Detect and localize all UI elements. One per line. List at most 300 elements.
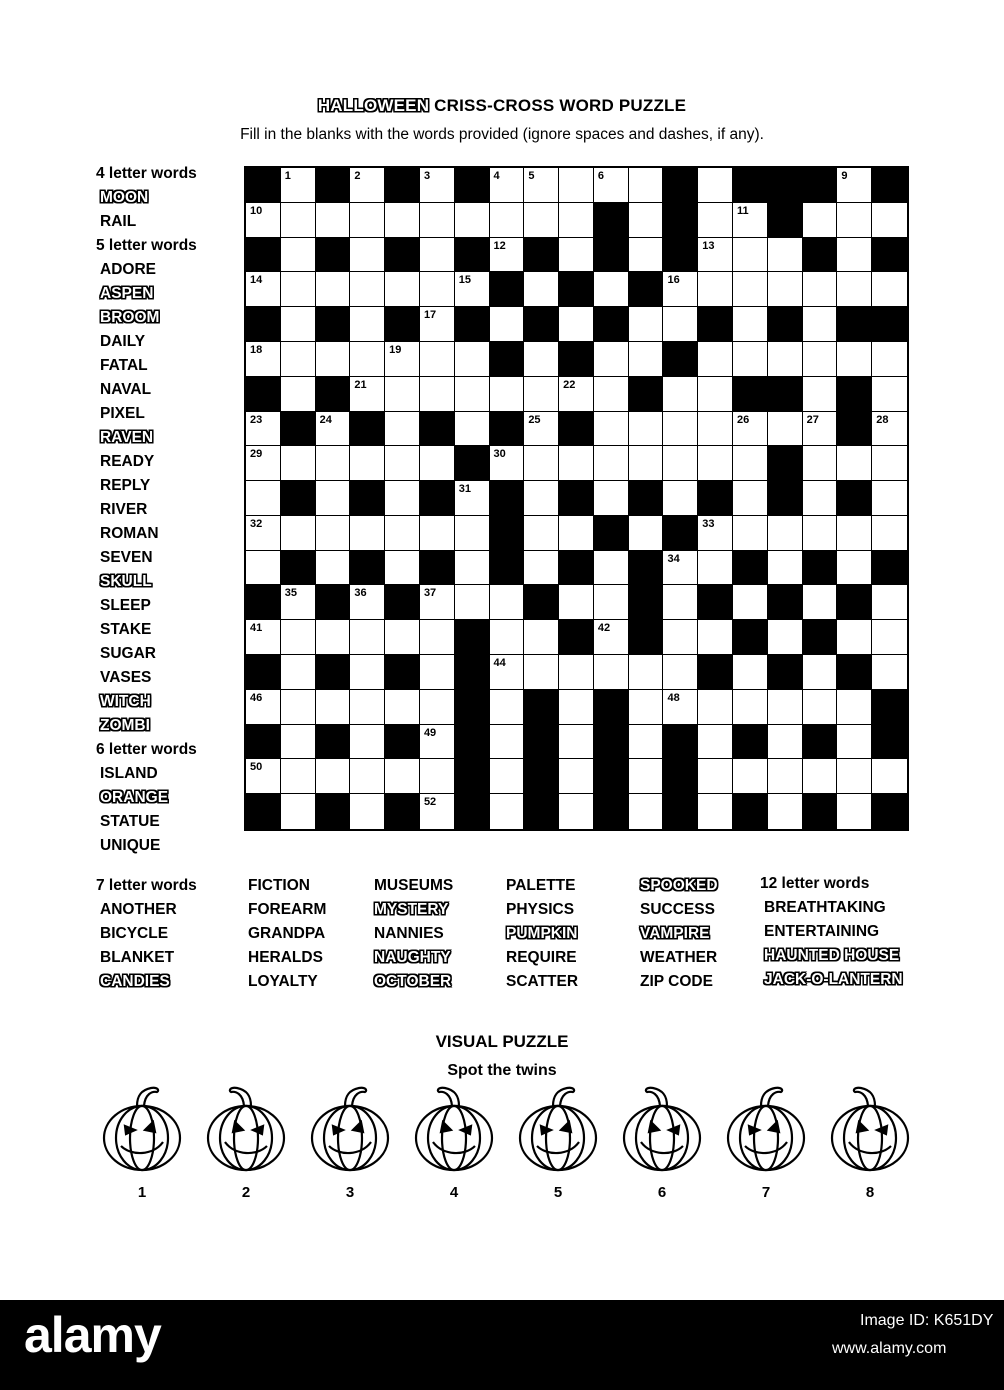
grid-cell[interactable] [594, 620, 629, 655]
grid-cell[interactable] [420, 168, 455, 203]
grid-cell[interactable] [420, 446, 455, 481]
grid-block [594, 238, 629, 273]
grid-cell[interactable] [768, 690, 803, 725]
grid-cell[interactable] [246, 412, 281, 447]
grid-cell[interactable] [768, 551, 803, 586]
grid-cell[interactable] [768, 238, 803, 273]
word-list-item: ANOTHER [100, 901, 177, 918]
grid-cell[interactable] [629, 725, 664, 760]
word-list-item: SCATTER [506, 973, 579, 990]
grid-cell[interactable] [316, 412, 351, 447]
grid-cell[interactable] [385, 516, 420, 551]
grid-cell[interactable] [803, 307, 838, 342]
grid-block [733, 377, 768, 412]
grid-cell[interactable] [803, 655, 838, 690]
clue-number: 49 [423, 726, 437, 739]
grid-cell[interactable] [803, 412, 838, 447]
grid-cell[interactable] [872, 377, 907, 412]
grid-cell[interactable] [350, 377, 385, 412]
word-list-item: FOREARM [248, 901, 327, 918]
grid-cell[interactable] [733, 307, 768, 342]
grid-cell[interactable] [455, 551, 490, 586]
grid-cell[interactable] [420, 725, 455, 760]
grid-cell[interactable] [455, 272, 490, 307]
grid-cell[interactable] [629, 307, 664, 342]
grid-cell[interactable] [733, 585, 768, 620]
grid-cell[interactable] [316, 203, 351, 238]
grid-cell[interactable] [490, 690, 525, 725]
grid-cell[interactable] [594, 551, 629, 586]
grid-cell[interactable] [663, 412, 698, 447]
pumpkin-6[interactable] [617, 1082, 707, 1172]
grid-cell[interactable] [872, 516, 907, 551]
grid-cell[interactable] [837, 725, 872, 760]
grid-cell[interactable] [803, 759, 838, 794]
grid-cell[interactable] [524, 655, 559, 690]
grid-cell[interactable] [455, 342, 490, 377]
grid-cell[interactable] [455, 412, 490, 447]
grid-cell[interactable] [594, 168, 629, 203]
grid-cell[interactable] [385, 377, 420, 412]
grid-cell[interactable] [420, 203, 455, 238]
grid-cell[interactable] [872, 655, 907, 690]
grid-block [316, 725, 351, 760]
grid-cell[interactable] [803, 272, 838, 307]
grid-cell[interactable] [350, 759, 385, 794]
grid-cell[interactable] [350, 794, 385, 829]
grid-block [385, 238, 420, 273]
grid-cell[interactable] [281, 203, 316, 238]
grid-cell[interactable] [524, 377, 559, 412]
grid-cell[interactable] [559, 203, 594, 238]
grid-cell[interactable] [559, 690, 594, 725]
seven-letter-column [96, 898, 177, 994]
grid-cell[interactable] [455, 481, 490, 516]
grid-block [803, 238, 838, 273]
seven-letter-column [370, 874, 453, 994]
grid-cell[interactable] [350, 516, 385, 551]
grid-cell[interactable] [698, 516, 733, 551]
grid-cell[interactable] [246, 481, 281, 516]
grid-cell[interactable] [316, 690, 351, 725]
grid-block [768, 203, 803, 238]
grid-cell[interactable] [663, 446, 698, 481]
grid-cell[interactable] [594, 342, 629, 377]
grid-cell[interactable] [733, 203, 768, 238]
grid-cell[interactable] [733, 342, 768, 377]
grid-cell[interactable] [872, 620, 907, 655]
grid-cell[interactable] [385, 690, 420, 725]
grid-cell[interactable] [385, 272, 420, 307]
grid-cell[interactable] [246, 342, 281, 377]
grid-cell[interactable] [350, 342, 385, 377]
grid-cell[interactable] [316, 446, 351, 481]
grid-cell[interactable] [629, 203, 664, 238]
grid-cell[interactable] [281, 238, 316, 273]
grid-cell[interactable] [524, 481, 559, 516]
grid-cell[interactable] [455, 585, 490, 620]
grid-cell[interactable] [559, 585, 594, 620]
grid-cell[interactable] [316, 516, 351, 551]
grid-cell[interactable] [281, 759, 316, 794]
grid-cell[interactable] [768, 272, 803, 307]
grid-cell[interactable] [698, 690, 733, 725]
pumpkin-5[interactable] [513, 1082, 603, 1172]
grid-cell[interactable] [663, 377, 698, 412]
grid-cell[interactable] [246, 690, 281, 725]
grid-cell[interactable] [559, 655, 594, 690]
grid-cell[interactable] [350, 307, 385, 342]
grid-block [594, 203, 629, 238]
grid-cell[interactable] [768, 794, 803, 829]
grid-cell[interactable] [385, 620, 420, 655]
seven-letter-column [502, 874, 578, 994]
grid-cell[interactable] [698, 203, 733, 238]
grid-cell[interactable] [246, 446, 281, 481]
pumpkin-4[interactable] [409, 1082, 499, 1172]
grid-cell[interactable] [594, 481, 629, 516]
word-group-heading: 4 letter words [96, 165, 197, 182]
grid-cell[interactable] [733, 481, 768, 516]
grid-cell[interactable] [594, 585, 629, 620]
grid-cell[interactable] [629, 794, 664, 829]
grid-cell[interactable] [768, 516, 803, 551]
grid-block [629, 272, 664, 307]
grid-cell[interactable] [281, 446, 316, 481]
grid-cell[interactable] [837, 238, 872, 273]
grid-cell[interactable] [420, 759, 455, 794]
grid-cell[interactable] [803, 342, 838, 377]
grid-cell[interactable] [350, 168, 385, 203]
grid-cell[interactable] [420, 690, 455, 725]
grid-cell[interactable] [733, 238, 768, 273]
grid-cell[interactable] [490, 238, 525, 273]
footer-url[interactable]: www.alamy.com [832, 1340, 947, 1357]
grid-block [733, 725, 768, 760]
grid-cell[interactable] [490, 168, 525, 203]
grid-cell[interactable] [350, 620, 385, 655]
grid-cell[interactable] [872, 412, 907, 447]
grid-cell[interactable] [420, 585, 455, 620]
grid-cell[interactable] [316, 481, 351, 516]
grid-block [872, 307, 907, 342]
grid-block [455, 725, 490, 760]
grid-cell[interactable] [837, 551, 872, 586]
grid-cell[interactable] [490, 759, 525, 794]
grid-cell[interactable] [837, 794, 872, 829]
grid-cell[interactable] [490, 725, 525, 760]
grid-cell[interactable] [803, 446, 838, 481]
grid-cell[interactable] [698, 342, 733, 377]
grid-cell[interactable] [246, 759, 281, 794]
grid-cell[interactable] [837, 168, 872, 203]
grid-cell[interactable] [524, 620, 559, 655]
grid-cell[interactable] [837, 516, 872, 551]
grid-cell[interactable] [316, 620, 351, 655]
grid-cell[interactable] [490, 377, 525, 412]
grid-cell[interactable] [385, 759, 420, 794]
grid-cell[interactable] [559, 307, 594, 342]
grid-cell[interactable] [559, 377, 594, 412]
grid-cell[interactable] [629, 446, 664, 481]
grid-cell[interactable] [803, 203, 838, 238]
grid-cell[interactable] [803, 690, 838, 725]
pumpkin-1[interactable] [97, 1082, 187, 1172]
grid-cell[interactable] [490, 655, 525, 690]
grid-cell[interactable] [872, 446, 907, 481]
grid-cell[interactable] [629, 759, 664, 794]
pumpkin-2[interactable] [201, 1082, 291, 1172]
grid-cell[interactable] [733, 690, 768, 725]
grid-cell[interactable] [281, 272, 316, 307]
clue-number: 26 [737, 413, 750, 426]
word-list-item: REQUIRE [506, 949, 577, 966]
grid-cell[interactable] [803, 481, 838, 516]
grid-cell[interactable] [594, 377, 629, 412]
grid-cell[interactable] [281, 794, 316, 829]
grid-cell[interactable] [385, 551, 420, 586]
grid-cell[interactable] [733, 272, 768, 307]
grid-cell[interactable] [837, 203, 872, 238]
grid-cell[interactable] [594, 272, 629, 307]
grid-cell[interactable] [420, 272, 455, 307]
grid-cell[interactable] [837, 342, 872, 377]
word-group-heading: 6 letter words [96, 741, 197, 758]
grid-cell[interactable] [698, 377, 733, 412]
word-group-heading: 5 letter words [96, 237, 197, 254]
grid-cell[interactable] [420, 620, 455, 655]
grid-cell[interactable] [663, 551, 698, 586]
grid-cell[interactable] [594, 655, 629, 690]
grid-cell[interactable] [768, 620, 803, 655]
grid-cell[interactable] [629, 342, 664, 377]
grid-cell[interactable] [803, 516, 838, 551]
grid-cell[interactable] [872, 272, 907, 307]
grid-cell[interactable] [524, 551, 559, 586]
pumpkin-label: 6 [657, 1184, 667, 1201]
grid-block [594, 516, 629, 551]
grid-cell[interactable] [246, 203, 281, 238]
grid-cell[interactable] [420, 307, 455, 342]
grid-cell[interactable] [698, 759, 733, 794]
word-list-item: PIXEL [100, 405, 145, 422]
grid-cell[interactable] [385, 342, 420, 377]
grid-cell[interactable] [281, 342, 316, 377]
grid-cell[interactable] [350, 725, 385, 760]
grid-cell[interactable] [490, 203, 525, 238]
grid-cell[interactable] [803, 377, 838, 412]
grid-cell[interactable] [455, 203, 490, 238]
grid-cell[interactable] [246, 620, 281, 655]
grid-cell[interactable] [837, 759, 872, 794]
grid-cell[interactable] [698, 620, 733, 655]
grid-cell[interactable] [281, 585, 316, 620]
twelve-letter-words [760, 872, 903, 992]
image-id-text: Image ID: K651DY [860, 1312, 994, 1329]
grid-cell[interactable] [663, 585, 698, 620]
brand-logo: alamy [24, 1307, 161, 1363]
grid-cell[interactable] [698, 168, 733, 203]
grid-cell[interactable] [872, 481, 907, 516]
grid-cell[interactable] [663, 481, 698, 516]
grid-block [455, 759, 490, 794]
grid-cell[interactable] [350, 446, 385, 481]
grid-cell[interactable] [316, 551, 351, 586]
grid-cell[interactable] [420, 342, 455, 377]
grid-cell[interactable] [559, 725, 594, 760]
grid-cell[interactable] [698, 551, 733, 586]
grid-cell[interactable] [490, 307, 525, 342]
grid-cell[interactable] [733, 759, 768, 794]
word-list-item: SPOOKED [640, 877, 718, 894]
grid-cell[interactable] [524, 272, 559, 307]
grid-cell[interactable] [420, 655, 455, 690]
grid-cell[interactable] [316, 342, 351, 377]
grid-cell[interactable] [246, 551, 281, 586]
grid-cell[interactable] [698, 412, 733, 447]
grid-cell[interactable] [663, 620, 698, 655]
grid-cell[interactable] [420, 794, 455, 829]
grid-cell[interactable] [559, 446, 594, 481]
grid-cell[interactable] [350, 655, 385, 690]
word-list-item: BLANKET [100, 949, 175, 966]
grid-cell[interactable] [455, 377, 490, 412]
clue-number: 44 [493, 657, 506, 670]
grid-cell[interactable] [490, 446, 525, 481]
word-list-item: PHYSICS [506, 901, 575, 918]
grid-cell[interactable] [281, 690, 316, 725]
pumpkin-icon [305, 1082, 395, 1172]
pumpkin-label: 4 [449, 1184, 459, 1201]
grid-cell[interactable] [246, 272, 281, 307]
grid-cell[interactable] [698, 272, 733, 307]
grid-cell[interactable] [768, 412, 803, 447]
grid-cell[interactable] [281, 307, 316, 342]
grid-cell[interactable] [594, 412, 629, 447]
grid-cell[interactable] [559, 516, 594, 551]
grid-cell[interactable] [316, 759, 351, 794]
grid-cell[interactable] [281, 377, 316, 412]
grid-cell[interactable] [837, 446, 872, 481]
grid-cell[interactable] [246, 516, 281, 551]
grid-cell[interactable] [385, 203, 420, 238]
grid-cell[interactable] [524, 168, 559, 203]
grid-cell[interactable] [420, 377, 455, 412]
clue-number: 18 [250, 343, 263, 356]
grid-cell[interactable] [733, 516, 768, 551]
grid-cell[interactable] [803, 585, 838, 620]
grid-cell[interactable] [663, 655, 698, 690]
grid-cell[interactable] [872, 759, 907, 794]
grid-cell[interactable] [872, 342, 907, 377]
grid-cell[interactable] [385, 412, 420, 447]
grid-cell[interactable] [663, 690, 698, 725]
grid-cell[interactable] [420, 516, 455, 551]
grid-cell[interactable] [316, 272, 351, 307]
grid-cell[interactable] [698, 238, 733, 273]
grid-cell[interactable] [629, 690, 664, 725]
word-list-item: HAUNTED HOUSE [764, 947, 900, 964]
grid-cell[interactable] [837, 620, 872, 655]
grid-cell[interactable] [629, 516, 664, 551]
grid-cell[interactable] [524, 516, 559, 551]
clue-number: 38 [632, 587, 645, 600]
grid-cell[interactable] [420, 238, 455, 273]
grid-cell[interactable] [350, 585, 385, 620]
grid-block [455, 655, 490, 690]
clue-number: 43 [737, 622, 750, 635]
pumpkin-8[interactable] [825, 1082, 915, 1172]
grid-block [837, 307, 872, 342]
grid-cell[interactable] [281, 620, 316, 655]
grid-cell[interactable] [559, 759, 594, 794]
grid-cell[interactable] [698, 725, 733, 760]
grid-cell[interactable] [594, 446, 629, 481]
grid-block [629, 585, 664, 620]
grid-cell[interactable] [281, 168, 316, 203]
grid-cell[interactable] [629, 238, 664, 273]
grid-cell[interactable] [629, 412, 664, 447]
puzzle-title [0, 96, 1004, 116]
grid-cell[interactable] [837, 272, 872, 307]
pumpkin-7[interactable] [721, 1082, 811, 1172]
grid-cell[interactable] [698, 446, 733, 481]
grid-cell[interactable] [385, 446, 420, 481]
grid-cell[interactable] [733, 446, 768, 481]
grid-cell[interactable] [490, 794, 525, 829]
grid-cell[interactable] [490, 585, 525, 620]
grid-cell[interactable] [281, 516, 316, 551]
grid-block [524, 725, 559, 760]
grid-cell[interactable] [733, 655, 768, 690]
grid-cell[interactable] [768, 342, 803, 377]
grid-cell[interactable] [350, 690, 385, 725]
grid-cell[interactable] [524, 342, 559, 377]
grid-cell[interactable] [559, 168, 594, 203]
grid-cell[interactable] [733, 412, 768, 447]
grid-cell[interactable] [281, 655, 316, 690]
pumpkin-icon [201, 1082, 291, 1172]
grid-cell[interactable] [768, 759, 803, 794]
grid-cell[interactable] [350, 272, 385, 307]
grid-cell[interactable] [350, 238, 385, 273]
grid-cell[interactable] [281, 725, 316, 760]
grid-cell[interactable] [629, 655, 664, 690]
grid-cell[interactable] [385, 481, 420, 516]
grid-cell[interactable] [872, 203, 907, 238]
grid-cell[interactable] [837, 690, 872, 725]
grid-cell[interactable] [698, 794, 733, 829]
grid-cell[interactable] [490, 620, 525, 655]
grid-cell[interactable] [872, 585, 907, 620]
grid-cell[interactable] [663, 307, 698, 342]
visual-puzzle-subtitle: Spot the twins [447, 1062, 557, 1079]
grid-cell[interactable] [559, 794, 594, 829]
grid-cell[interactable] [524, 412, 559, 447]
grid-block [385, 168, 420, 203]
grid-cell[interactable] [559, 238, 594, 273]
pumpkin-3[interactable] [305, 1082, 395, 1172]
grid-cell[interactable] [524, 446, 559, 481]
grid-cell[interactable] [768, 725, 803, 760]
grid-cell[interactable] [663, 272, 698, 307]
clue-number: 36 [354, 587, 367, 600]
grid-cell[interactable] [455, 516, 490, 551]
clue-number: 37 [423, 587, 437, 600]
grid-cell[interactable] [524, 203, 559, 238]
grid-cell[interactable] [350, 203, 385, 238]
grid-cell[interactable] [629, 168, 664, 203]
